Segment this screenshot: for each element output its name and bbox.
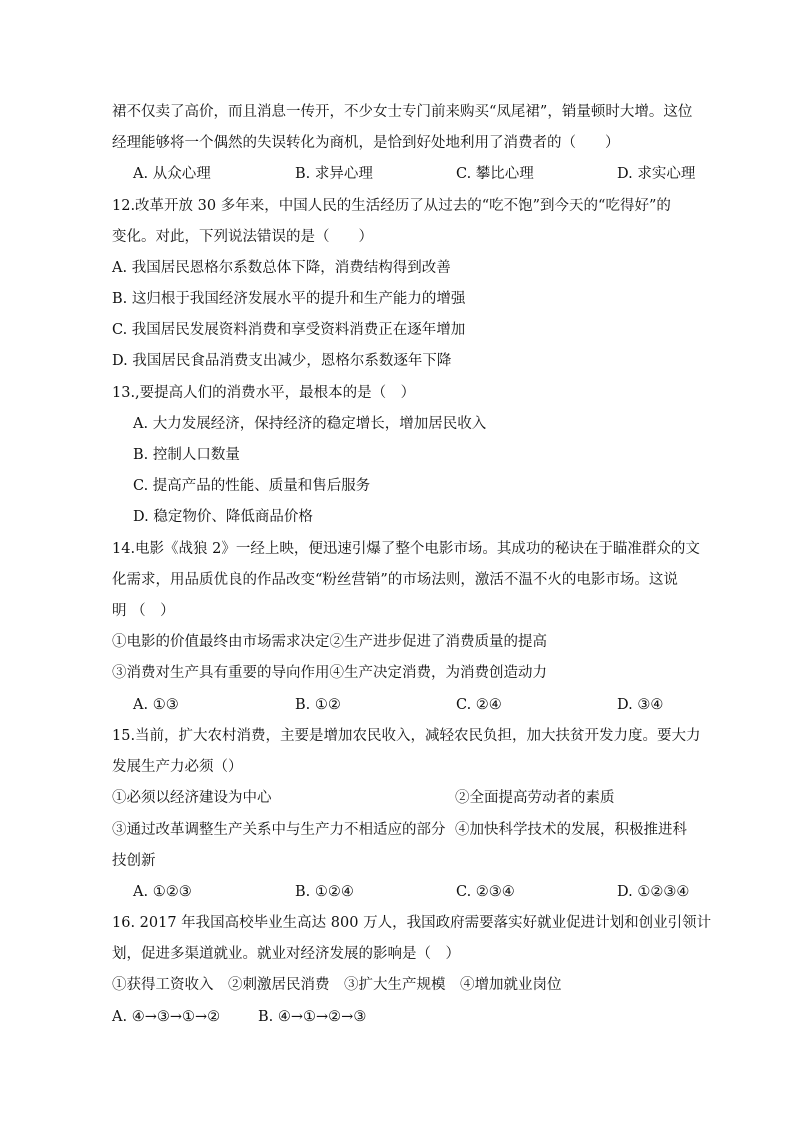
q14-option-a: A. ①③: [133, 697, 179, 713]
q13-option-a: A. 大力发展经济，保持经济的稳定增长，增加居民收入: [133, 416, 487, 432]
q13-option-d: D. 稳定物价、降低商品价格: [133, 509, 313, 525]
q12-option-b: B. 这归根于我国经济发展水平的提升和生产能力的增强: [112, 291, 466, 307]
q15-option-b: B. ①②④: [295, 884, 354, 900]
q16-option-b: B. ④→①→②→③: [258, 1009, 367, 1025]
q11-option-d: D. 求实心理: [617, 166, 696, 182]
q15-statement-3: ③通过改革调整生产关系中与生产力不相适应的部分: [112, 822, 446, 838]
q15-option-c: C. ②③④: [456, 884, 515, 900]
q11-line-2: 经理能够将一个偶然的失误转化为商机，是恰到好处地利用了消费者的（ ）: [112, 135, 620, 151]
q16-stem-line-2: 划，促进多渠道就业。就业对经济发展的影响是（ ）: [112, 946, 460, 962]
q15-option-a: A. ①②③: [133, 884, 192, 900]
q14-statements-2: ③消费对生产具有重要的导向作用④生产决定消费，为消费创造动力: [112, 665, 547, 681]
q15-stem-line-1: 15.当前，扩大农村消费，主要是增加农民收入，减轻农民负担，加大扶贫开发力度。要大力: [112, 728, 701, 744]
q16-option-a: A. ④→③→①→②: [112, 1009, 221, 1025]
q12-option-c: C. 我国居民发展资料消费和享受资料消费正在逐年增加: [112, 322, 466, 338]
q14-stem-line-1: 14.电影《战狼 2》一经上映，便迅速引爆了整个电影市场。其成功的秘诀在于瞄准群众的文: [112, 541, 700, 557]
q14-option-c: C. ②④: [456, 697, 502, 713]
q15-stem-line-2: 发展生产力必须（）: [112, 759, 243, 775]
q12-option-a: A. 我国居民恩格尔系数总体下降，消费结构得到改善: [112, 260, 451, 276]
q14-statements-1: ①电影的价值最终由市场需求决定②生产进步促进了消费质量的提高: [112, 634, 547, 650]
q12-option-d: D. 我国居民食品消费支出减少，恩格尔系数逐年下降: [112, 353, 452, 369]
q14-option-b: B. ①②: [295, 697, 341, 713]
q16-statements: ①获得工资收入 ②刺激居民消费 ③扩大生产规模 ④增加就业岗位: [112, 977, 562, 993]
q12-stem-line-2: 变化。对此，下列说法错误的是（ ）: [112, 229, 373, 245]
q11-line-1: 裙不仅卖了高价，而且消息一传开，不少女士专门前来购买“凤尾裙”，销量顿时大增。这位: [112, 104, 693, 120]
q15-statement-4: ④加快科学技术的发展，积极推进科: [455, 822, 687, 838]
q13-option-c: C. 提高产品的性能、质量和售后服务: [133, 478, 371, 494]
q11-option-c: C. 攀比心理: [456, 166, 534, 182]
q11-option-a: A. 从众心理: [133, 166, 211, 182]
q11-option-b: B. 求异心理: [295, 166, 373, 182]
q14-stem-line-3: 明 （ ）: [112, 603, 175, 619]
q16-stem-line-1: 16. 2017 年我国高校毕业生高达 800 万人，我国政府需要落实好就业促进计划和创业引领计: [112, 915, 712, 931]
q13-option-b: B. 控制人口数量: [133, 447, 240, 463]
q12-stem-line-1: 12.改革开放 30 多年来，中国人民的生活经历了从过去的“吃不饱”到今天的“吃得好”的: [112, 198, 671, 214]
q15-option-d: D. ①②③④: [617, 884, 690, 900]
q15-statement-1: ①必须以经济建设为中心: [112, 790, 272, 806]
q14-stem-line-2: 化需求，用品质优良的作品改变“粉丝营销”的市场法则，激活不温不火的电影市场。这说: [112, 572, 678, 588]
q13-stem: 13.,要提高人们的消费水平，最根本的是（ ）: [112, 385, 416, 401]
q15-statement-4-cont: 技创新: [112, 853, 156, 869]
q15-statement-2: ②全面提高劳动者的素质: [455, 790, 615, 806]
q14-option-d: D. ③④: [617, 697, 664, 713]
